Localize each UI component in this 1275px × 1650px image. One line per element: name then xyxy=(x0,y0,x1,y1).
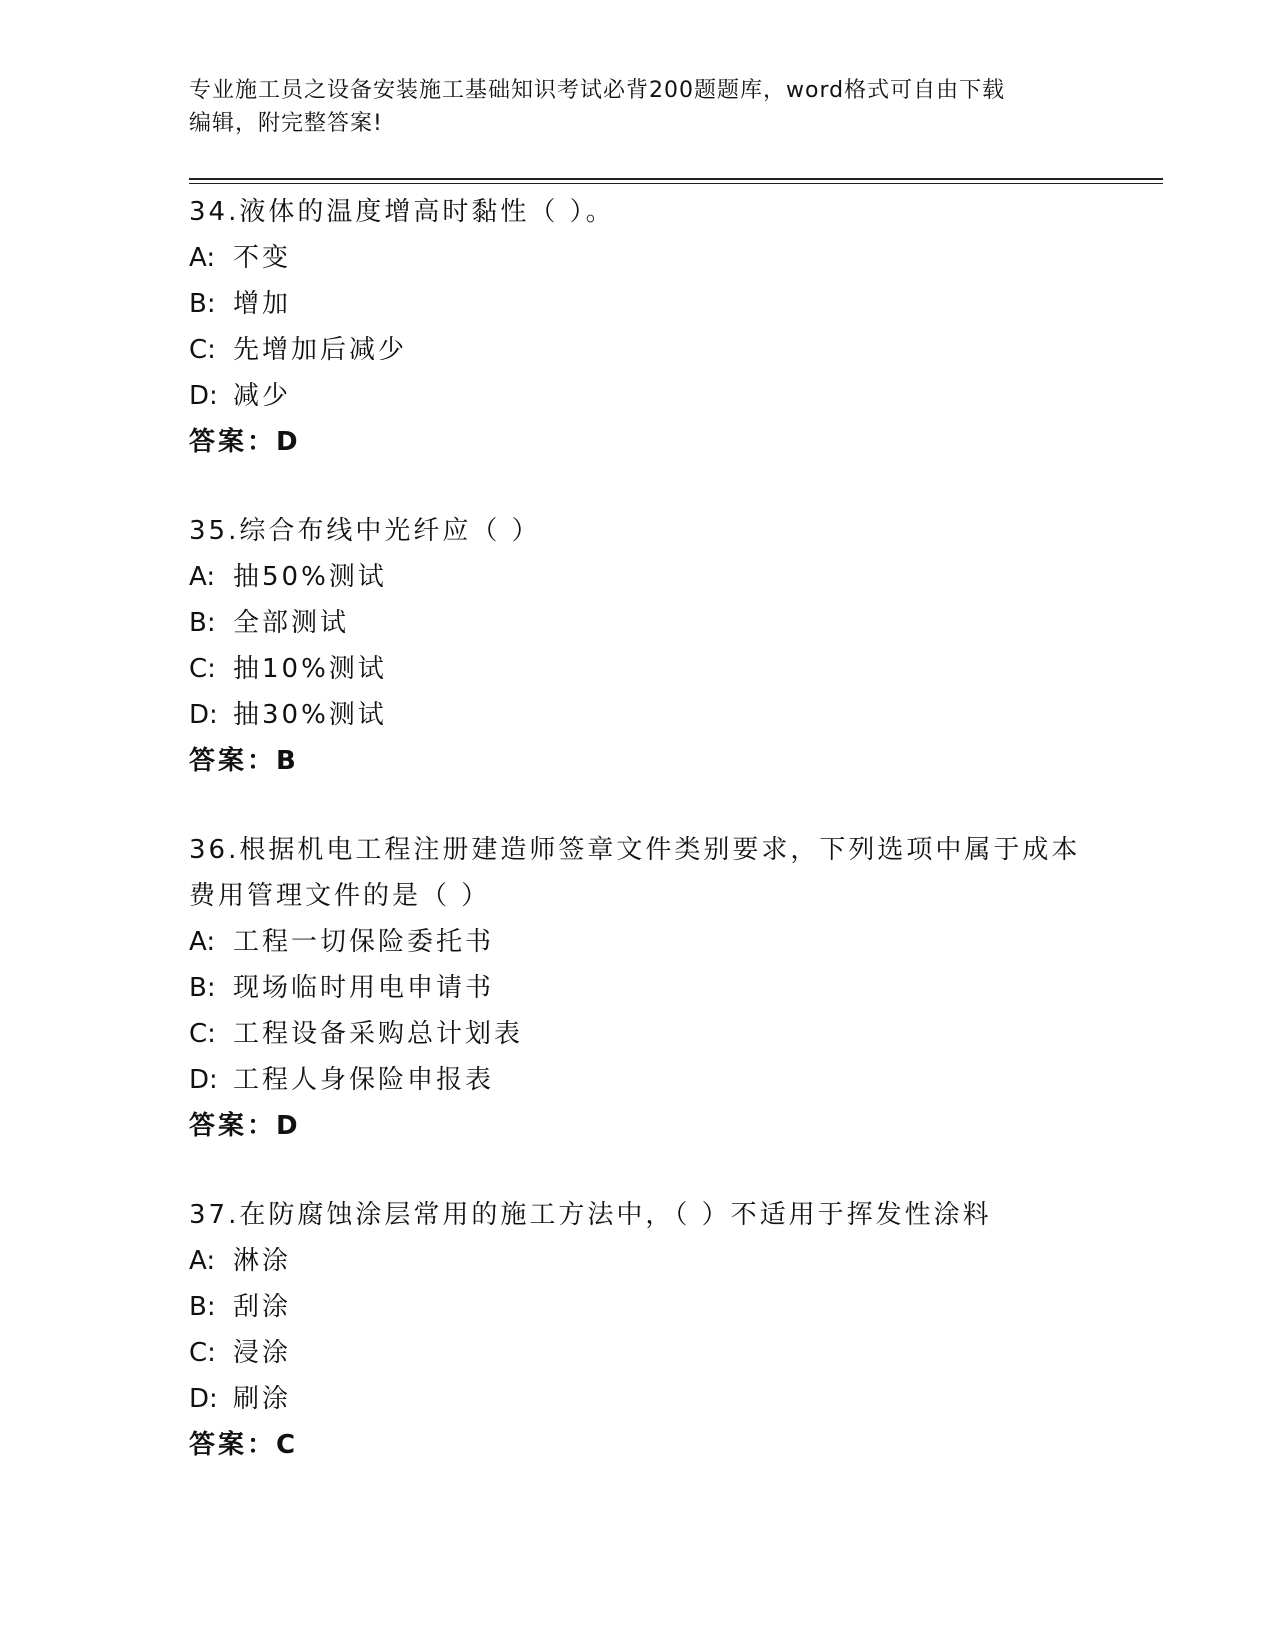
question-stem xyxy=(189,189,1089,235)
option-d xyxy=(189,1376,1089,1422)
question-35 xyxy=(189,508,1089,784)
option-d xyxy=(189,1057,1089,1103)
option-text: 先增加后减少 xyxy=(233,335,408,365)
question-text-line-1: 根据机电工程注册建造师签章文件类别要求，下列选项中属于成本 xyxy=(239,835,1081,865)
question-37 xyxy=(189,1192,1089,1468)
option-text: 工程设备采购总计划表 xyxy=(233,1019,524,1049)
answer-label: 答案： xyxy=(189,746,277,776)
option-c xyxy=(189,327,1089,373)
option-text: 全部测试 xyxy=(233,608,350,638)
option-letter: C: xyxy=(189,654,216,684)
option-text: 抽30%测试 xyxy=(233,700,387,730)
option-text: 不变 xyxy=(233,243,292,273)
option-letter: C: xyxy=(189,1338,216,1368)
option-b xyxy=(189,600,1089,646)
question-text: 综合布线中光纤应（ ） xyxy=(239,516,541,546)
option-text: 刮涂 xyxy=(233,1292,292,1322)
answer-line xyxy=(189,1103,1089,1149)
option-letter: B: xyxy=(189,289,216,319)
option-letter: D: xyxy=(189,381,218,411)
option-text: 刷涂 xyxy=(233,1384,292,1414)
answer-line xyxy=(189,419,1089,465)
option-letter: A: xyxy=(189,927,216,957)
answer-label: 答案： xyxy=(189,1111,277,1141)
option-text: 增加 xyxy=(233,289,292,319)
document-header xyxy=(189,74,1089,140)
answer-label: 答案： xyxy=(189,1430,277,1460)
question-text: 在防腐蚀涂层常用的施工方法中，（ ）不适用于挥发性涂料 xyxy=(239,1200,992,1230)
header-line-2: 编辑，附完整答案! xyxy=(189,111,383,136)
option-b xyxy=(189,281,1089,327)
option-a xyxy=(189,1238,1089,1284)
header-line-1: 专业施工员之设备安装施工基础知识考试必背200题题库，word格式可自由下载 xyxy=(189,78,1006,103)
answer-line xyxy=(189,738,1089,784)
option-letter: B: xyxy=(189,608,216,638)
question-34 xyxy=(189,189,1089,465)
option-text: 现场临时用电申请书 xyxy=(233,973,495,1003)
answer-value: B xyxy=(276,746,299,776)
answer-value: D xyxy=(276,1111,301,1141)
option-c xyxy=(189,646,1089,692)
option-letter: A: xyxy=(189,243,216,273)
question-text: 液体的温度增高时黏性（ ）。 xyxy=(239,197,615,227)
answer-value: D xyxy=(276,427,301,457)
option-c xyxy=(189,1011,1089,1057)
option-letter: C: xyxy=(189,335,216,365)
option-letter: D: xyxy=(189,1384,218,1414)
option-letter: C: xyxy=(189,1019,216,1049)
option-text: 工程人身保险申报表 xyxy=(233,1065,495,1095)
option-a xyxy=(189,554,1089,600)
question-36 xyxy=(189,827,1089,1149)
question-number: 34. xyxy=(189,197,240,227)
option-b xyxy=(189,965,1089,1011)
header-divider-thick xyxy=(189,178,1163,180)
option-text: 工程一切保险委托书 xyxy=(233,927,495,957)
option-text: 抽10%测试 xyxy=(233,654,387,684)
header-divider-thin xyxy=(189,183,1163,184)
option-text: 抽50%测试 xyxy=(233,562,387,592)
option-letter: D: xyxy=(189,1065,218,1095)
question-number: 36. xyxy=(189,835,240,865)
option-letter: A: xyxy=(189,562,216,592)
option-d xyxy=(189,373,1089,419)
answer-value: C xyxy=(276,1430,299,1460)
question-text-line-2: 费用管理文件的是（ ） xyxy=(189,881,491,911)
question-number: 35. xyxy=(189,516,240,546)
option-b xyxy=(189,1284,1089,1330)
question-number: 37. xyxy=(189,1200,240,1230)
option-a xyxy=(189,235,1089,281)
option-text: 淋涂 xyxy=(233,1246,292,1276)
question-list xyxy=(189,189,1089,1511)
answer-line xyxy=(189,1422,1089,1468)
option-letter: D: xyxy=(189,700,218,730)
answer-label: 答案： xyxy=(189,427,277,457)
question-stem xyxy=(189,1192,1089,1238)
question-stem xyxy=(189,827,1089,873)
option-d xyxy=(189,692,1089,738)
option-text: 减少 xyxy=(233,381,292,411)
option-text: 浸涂 xyxy=(233,1338,292,1368)
option-letter: B: xyxy=(189,1292,216,1322)
option-letter: A: xyxy=(189,1246,216,1276)
option-c xyxy=(189,1330,1089,1376)
option-a xyxy=(189,919,1089,965)
question-stem xyxy=(189,508,1089,554)
option-letter: B: xyxy=(189,973,216,1003)
question-stem-continuation xyxy=(189,873,1089,919)
